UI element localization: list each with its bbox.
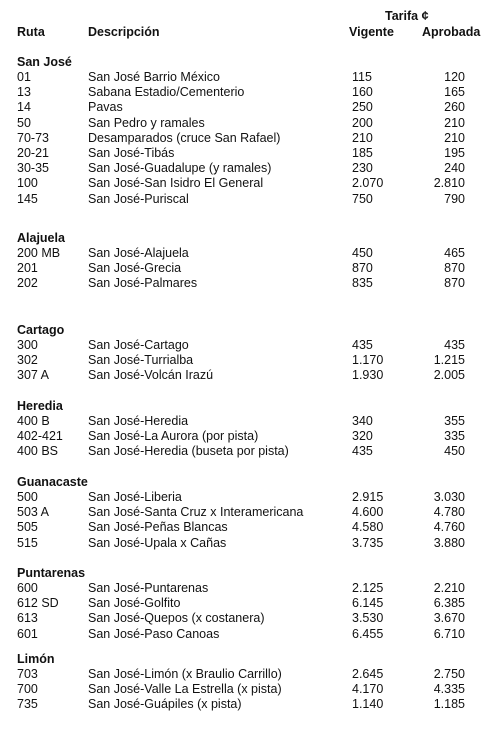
route-cell: 14: [17, 100, 31, 115]
table-row: [0, 146, 500, 161]
current-fare-cell: 435: [352, 444, 373, 459]
current-fare-cell: 3.530: [352, 611, 384, 626]
description-cell: San José-Valle La Estrella (x pista): [88, 682, 282, 697]
approved-fare-cell: 2.005: [433, 368, 465, 383]
route-cell: 201: [17, 261, 38, 276]
section-header: Heredia: [17, 399, 63, 413]
table-row: [0, 667, 500, 682]
approved-fare-cell: 790: [444, 191, 465, 206]
description-cell: San José-Guadalupe (y ramales): [88, 161, 272, 176]
table-row: [0, 116, 500, 131]
current-fare-cell: 230: [352, 161, 373, 176]
approved-fare-cell: 335: [444, 429, 465, 444]
route-cell: 703: [17, 667, 38, 681]
table-row: [0, 131, 500, 146]
current-fare-cell: 2.125: [352, 581, 384, 595]
approved-fare-cell: 4.780: [433, 505, 465, 520]
approved-fare-cell: 3.880: [433, 535, 465, 550]
table-row: [0, 338, 500, 353]
approved-fare-cell: 870: [444, 276, 465, 291]
description-cell: San José-Cartago: [88, 338, 189, 352]
description-cell: San José-Upala x Cañas: [88, 535, 227, 550]
current-fare-cell: 250: [352, 100, 373, 115]
table-row: [0, 536, 500, 551]
column-header-descripcion: Descripción: [88, 25, 160, 39]
section-header: Alajuela: [17, 231, 65, 245]
description-cell: San José-Quepos (x costanera): [88, 611, 265, 626]
table-row: [0, 353, 500, 368]
section-header: Cartago: [17, 323, 65, 337]
approved-fare-cell: 435: [444, 338, 465, 352]
description-cell: Desamparados (cruce San Rafael): [88, 130, 281, 145]
current-fare-cell: 1.140: [352, 697, 384, 712]
route-cell: 613: [17, 611, 38, 626]
description-cell: San José-Turrialba: [88, 353, 194, 368]
approved-fare-cell: 1.185: [433, 697, 465, 712]
description-cell: San Pedro y ramales: [88, 115, 205, 130]
description-cell: San José-La Aurora (por pista): [88, 429, 259, 444]
description-cell: San José-Heredia: [88, 414, 189, 428]
route-cell: 302: [17, 353, 38, 368]
section-header: Limón: [17, 652, 55, 666]
description-cell: San José-Heredia (buseta por pista): [88, 444, 289, 459]
table-row: [0, 444, 500, 459]
route-cell: 700: [17, 682, 38, 697]
route-cell: 307 A: [17, 368, 49, 383]
table-row: [0, 100, 500, 115]
route-cell: 100: [17, 176, 38, 191]
table-row: [0, 520, 500, 535]
approved-fare-cell: 2.210: [433, 581, 465, 595]
description-cell: San José-Limón (x Braulio Carrillo): [88, 667, 282, 681]
approved-fare-cell: 4.760: [433, 520, 465, 535]
route-cell: 503 A: [17, 505, 49, 520]
table-row: [0, 276, 500, 291]
description-cell: San José-Tibás: [88, 146, 175, 160]
route-cell: 612 SD: [17, 596, 59, 611]
description-cell: San José-Liberia: [88, 490, 182, 504]
table-row: [0, 161, 500, 176]
description-cell: San José-Guápiles (x pista): [88, 697, 242, 712]
route-cell: 13: [17, 85, 31, 100]
route-cell: 200 MB: [17, 246, 61, 260]
approved-fare-cell: 4.335: [433, 682, 465, 697]
column-header-ruta: Ruta: [17, 25, 45, 39]
approved-fare-cell: 355: [444, 414, 465, 428]
approved-fare-cell: 120: [444, 70, 465, 84]
current-fare-cell: 1.170: [352, 353, 384, 368]
table-row: [0, 368, 500, 383]
table-row: [0, 581, 500, 596]
current-fare-cell: 2.645: [352, 667, 384, 681]
description-cell: San José-Grecia: [88, 261, 182, 276]
table-row: [0, 414, 500, 429]
approved-fare-cell: 870: [444, 261, 465, 276]
route-cell: 500: [17, 490, 38, 504]
route-cell: 515: [17, 535, 38, 550]
current-fare-cell: 200: [352, 115, 373, 130]
current-fare-cell: 4.600: [352, 505, 384, 520]
description-cell: San José-Puriscal: [88, 191, 189, 206]
description-cell: San José Barrio México: [88, 70, 221, 84]
current-fare-cell: 160: [352, 85, 373, 100]
description-cell: Sabana Estadio/Cementerio: [88, 85, 245, 100]
route-cell: 300: [17, 338, 38, 352]
section-header: San José: [17, 55, 72, 69]
current-fare-cell: 3.735: [352, 535, 384, 550]
current-fare-cell: 4.580: [352, 520, 384, 535]
current-fare-cell: 2.915: [352, 490, 384, 504]
approved-fare-cell: 195: [444, 146, 465, 160]
table-row: [0, 596, 500, 611]
approved-fare-cell: 2.810: [433, 176, 465, 191]
route-cell: 50: [17, 115, 31, 130]
current-fare-cell: 750: [352, 191, 373, 206]
description-cell: San José-Puntarenas: [88, 581, 209, 595]
table-row: [0, 261, 500, 276]
approved-fare-cell: 465: [444, 246, 465, 260]
table-row: [0, 176, 500, 191]
approved-fare-cell: 6.710: [433, 626, 465, 641]
tarifa-header: Tarifa ¢: [385, 9, 429, 23]
current-fare-cell: 870: [352, 261, 373, 276]
route-cell: 145: [17, 191, 38, 206]
approved-fare-cell: 260: [444, 100, 465, 115]
description-cell: San José-Paso Canoas: [88, 626, 220, 641]
current-fare-cell: 320: [352, 429, 373, 444]
current-fare-cell: 435: [352, 338, 373, 352]
section-header: Puntarenas: [17, 566, 86, 580]
table-row: [0, 85, 500, 100]
current-fare-cell: 115: [352, 70, 372, 84]
description-cell: San José-Alajuela: [88, 246, 189, 260]
approved-fare-cell: 165: [444, 85, 465, 100]
column-header-vigente: Vigente: [349, 25, 394, 39]
current-fare-cell: 6.145: [352, 596, 384, 611]
table-row: [0, 192, 500, 207]
table-row: [0, 505, 500, 520]
description-cell: San José-Santa Cruz x Interamericana: [88, 505, 304, 520]
current-fare-cell: 340: [352, 414, 373, 428]
current-fare-cell: 6.455: [352, 626, 384, 641]
description-cell: San José-Golfito: [88, 596, 181, 611]
approved-fare-cell: 240: [444, 161, 465, 176]
route-cell: 70-73: [17, 130, 49, 145]
table-row: [0, 697, 500, 712]
approved-fare-cell: 1.215: [433, 353, 465, 368]
description-cell: San José-Palmares: [88, 276, 198, 291]
approved-fare-cell: 2.750: [433, 667, 465, 681]
route-cell: 202: [17, 276, 38, 291]
route-cell: 400 B: [17, 414, 50, 428]
approved-fare-cell: 3.030: [433, 490, 465, 504]
route-cell: 400 BS: [17, 444, 59, 459]
table-row: [0, 70, 500, 85]
current-fare-cell: 450: [352, 246, 373, 260]
description-cell: San José-Volcán Irazú: [88, 368, 214, 383]
section-header: Guanacaste: [17, 475, 88, 489]
current-fare-cell: 185: [352, 146, 373, 160]
approved-fare-cell: 210: [444, 130, 465, 145]
table-row: [0, 682, 500, 697]
current-fare-cell: 835: [352, 276, 373, 291]
description-cell: Pavas: [88, 100, 123, 115]
approved-fare-cell: 6.385: [433, 596, 465, 611]
current-fare-cell: 2.070: [352, 176, 384, 191]
route-cell: 735: [17, 697, 38, 712]
table-row: [0, 429, 500, 444]
route-cell: 601: [17, 626, 38, 641]
current-fare-cell: 210: [352, 130, 373, 145]
route-cell: 402-421: [17, 429, 63, 444]
route-cell: 01: [17, 70, 31, 84]
approved-fare-cell: 3.670: [433, 611, 465, 626]
description-cell: San José-San Isidro El General: [88, 176, 264, 191]
route-cell: 505: [17, 520, 38, 535]
route-cell: 30-35: [17, 161, 49, 176]
approved-fare-cell: 210: [444, 115, 465, 130]
table-row: [0, 611, 500, 626]
table-row: [0, 490, 500, 505]
current-fare-cell: 1.930: [352, 368, 384, 383]
column-header-aprobada: Aprobada: [422, 25, 481, 39]
route-cell: 20-21: [17, 146, 49, 160]
approved-fare-cell: 450: [444, 444, 465, 459]
description-cell: San José-Peñas Blancas: [88, 520, 228, 535]
table-row: [0, 627, 500, 642]
current-fare-cell: 4.170: [352, 682, 384, 697]
route-cell: 600: [17, 581, 38, 595]
table-row: [0, 246, 500, 261]
